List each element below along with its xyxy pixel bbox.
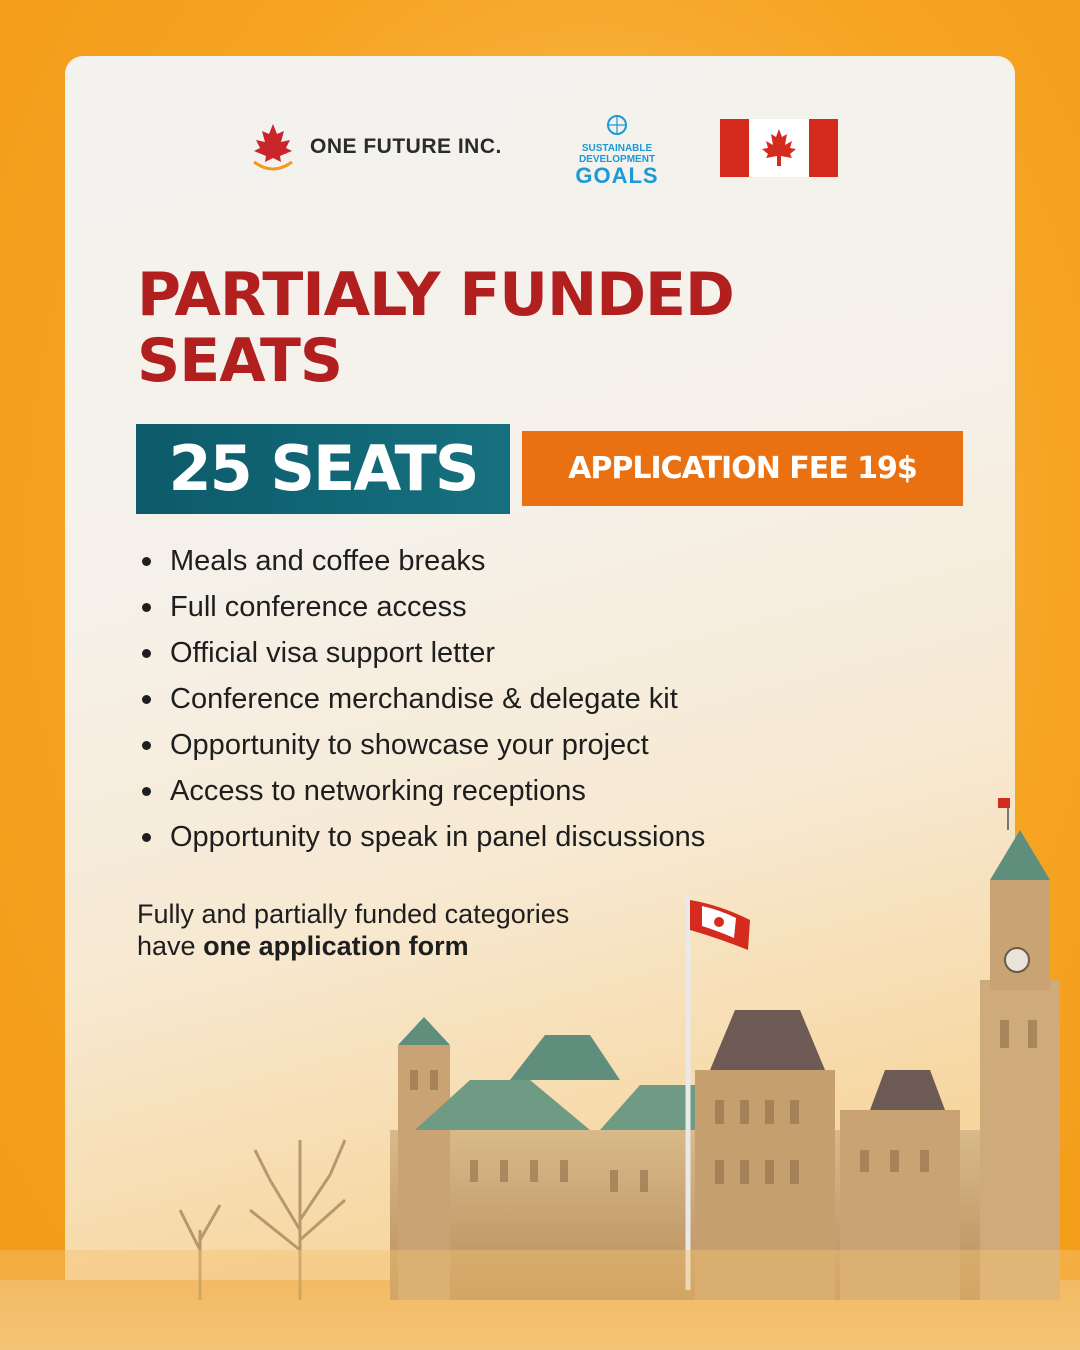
sdg-goals: GOALS bbox=[575, 163, 659, 188]
benefits-list bbox=[140, 538, 705, 860]
sdg-line-1: SUSTAINABLE bbox=[581, 143, 653, 154]
list-item: Official visa support letter bbox=[140, 630, 705, 676]
list-item: Full conference access bbox=[140, 584, 705, 630]
list-item: Opportunity to speak in panel discussions bbox=[140, 814, 705, 860]
seats-badge: 25 SEATS bbox=[136, 424, 510, 514]
parliament-building-illustration bbox=[0, 780, 1080, 1350]
list-item: Access to networking receptions bbox=[140, 768, 705, 814]
headline-line-1: PARTIALY FUNDED bbox=[137, 260, 734, 330]
note-line-2-bold: one application form bbox=[203, 931, 469, 961]
un-emblem-icon bbox=[604, 114, 630, 138]
application-fee-badge: APPLICATION FEE 19$ bbox=[522, 431, 963, 506]
sdg-logo bbox=[574, 114, 660, 187]
list-item: Conference merchandise & delegate kit bbox=[140, 676, 705, 722]
maple-leaf-logo-icon bbox=[244, 118, 302, 176]
headline bbox=[137, 262, 734, 394]
canada-flag-icon bbox=[720, 119, 838, 177]
list-item: Meals and coffee breaks bbox=[140, 538, 705, 584]
application-note bbox=[137, 898, 569, 962]
one-future-logo bbox=[244, 118, 502, 176]
org-name: ONE FUTURE INC. bbox=[310, 135, 502, 158]
list-item: Opportunity to showcase your project bbox=[140, 722, 705, 768]
headline-line-2: SEATS bbox=[137, 326, 343, 396]
note-line-2-prefix: have bbox=[137, 931, 204, 961]
sdg-line-2: DEVELOPMENT bbox=[578, 154, 656, 165]
note-line-1: Fully and partially funded categories bbox=[137, 899, 570, 929]
